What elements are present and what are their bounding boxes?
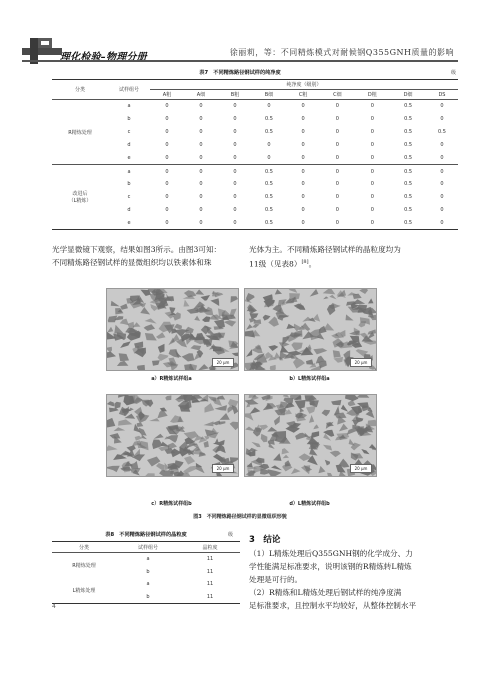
table7-cell: 0 — [370, 154, 374, 161]
table7-cell: 0.5 — [404, 141, 413, 148]
table7-col-header: DS — [426, 90, 458, 100]
table7-cell: 0 — [320, 165, 354, 178]
text-span: 。 — [308, 259, 317, 269]
table7-group-label: R精炼处理 — [68, 129, 92, 136]
table7-unit: 级 — [450, 70, 456, 76]
table7-cell: 0 — [335, 129, 339, 136]
journal-brand: 理化检验–物理分册 — [60, 52, 147, 63]
text-line: （2）R精炼和L精炼处理后钢试样的纯净度满 — [249, 588, 402, 597]
scale-bar: 20 μm — [350, 358, 372, 367]
table7-col-header: A粗 — [150, 90, 184, 100]
table7-cell: 0 — [301, 129, 305, 136]
table7-cell: 0 — [286, 165, 320, 178]
panel-caption-b: b）L精炼试样组a — [289, 376, 330, 382]
table7-cell: 0 — [354, 217, 390, 230]
table7-cell: 0 — [233, 103, 237, 110]
table7-cell: 0 — [267, 103, 271, 110]
table7-cell: 0.5 — [404, 103, 413, 110]
table7-col-header: D细 — [390, 90, 426, 100]
table7-cell: 0 — [150, 165, 184, 178]
table7-cell: 0 — [354, 165, 390, 178]
table7-cell: 0 — [301, 116, 305, 123]
table7-cell: 0.5 — [264, 194, 273, 201]
table7-cell: 0 — [370, 116, 374, 123]
table7-cell: 0 — [440, 154, 444, 161]
table7-cell: 0 — [199, 103, 203, 110]
scale-bar: 20 μm — [350, 464, 372, 473]
table7-sample-id: d — [127, 207, 131, 214]
micrograph-b — [244, 288, 377, 371]
table7-col-header: B粗 — [218, 90, 252, 100]
table7-col-header: D粗 — [354, 90, 390, 100]
micrograph-d — [244, 394, 377, 477]
table7-cell: 0.5 — [404, 181, 413, 188]
table7-cell: 0 — [440, 207, 444, 214]
table8-header: 分类 — [52, 542, 116, 553]
table7-header-group: 分类 — [52, 80, 108, 100]
micrograph-a — [106, 288, 239, 371]
table7-cell: 0 — [335, 154, 339, 161]
table7-cell: 0 — [301, 103, 305, 110]
table7-cell: 0.5 — [404, 129, 413, 136]
table7-cell: 0 — [199, 154, 203, 161]
table7-cell: 0 — [267, 141, 271, 148]
table7-cell: 0 — [165, 141, 169, 148]
table7-cell: 0.5 — [264, 129, 273, 136]
table7-cell: 0 — [199, 207, 203, 214]
table7-cell: 0 — [199, 116, 203, 123]
table7-sample-id: a — [108, 165, 150, 178]
table7-cell: 0 — [301, 181, 305, 188]
table7-cell: 0 — [320, 217, 354, 230]
table8-cell: 11 — [206, 581, 214, 588]
table7-caption: 表7 不同精炼路径钢试样的纯净度 — [199, 70, 281, 76]
table7-sample-id: b — [127, 181, 131, 188]
group-label-line: （L精炼） — [68, 198, 92, 205]
table7-cell: 0 — [335, 207, 339, 214]
text-line: 学性能满足标准要求，说明该钢的R精炼转L精炼 — [249, 562, 412, 571]
table7-col-header: C细 — [320, 90, 354, 100]
table7-cell: 0 — [199, 194, 203, 201]
table7-cell: 0 — [199, 129, 203, 136]
table8-group: L精炼处理 — [52, 578, 116, 604]
table7-sample-id: e — [108, 217, 150, 230]
table7-cell: 0 — [335, 194, 339, 201]
body-paragraph-left — [52, 243, 244, 269]
table7-cell: 0 — [335, 103, 339, 110]
table7-cell: 0 — [440, 116, 444, 123]
table7-col-header: A细 — [184, 90, 218, 100]
table7-cell: 0.5 — [404, 207, 413, 214]
table8-header: 晶粒度 — [180, 542, 240, 553]
section-heading: 3 结论 — [249, 535, 281, 545]
table7-cell: 0 — [370, 181, 374, 188]
text-line: 足标准要求，且控制水平均较好，从整体控制水平 — [249, 601, 417, 610]
table7-cell: 0 — [199, 181, 203, 188]
text-line — [249, 256, 459, 271]
table7-sample-id: c — [127, 194, 131, 201]
header-rule — [22, 60, 458, 62]
table7-cell: 0 — [286, 217, 320, 230]
table7-cell: 0 — [301, 154, 305, 161]
conclusion-paragraphs — [249, 547, 459, 612]
table7-cell: 0 — [165, 103, 169, 110]
table7-cell: 0 — [440, 141, 444, 148]
panel-caption-c: c）R精炼试样组b — [151, 501, 192, 507]
table7-sample-id: b — [127, 116, 131, 123]
table8-caption: 表8 不同精炼路径钢试样的晶粒度 — [105, 532, 187, 538]
table7-cell: 0 — [335, 141, 339, 148]
panel-caption-d: d）L精炼试样组b — [289, 501, 330, 507]
table7-sample-id: d — [127, 141, 131, 148]
table7-header-sample: 试样组号 — [108, 80, 150, 100]
table7-cell: 0.5 — [390, 165, 426, 178]
table7-cell: 0 — [165, 207, 169, 214]
text-line: 处理是可行的。 — [249, 575, 303, 584]
table7-cell: 0.5 — [404, 154, 413, 161]
text-line: 光学显微镜下观察，结果如图3所示。由图3可知： — [52, 245, 222, 254]
text-line: （1）L精炼处理后Q355GNH钢的化学成分、力 — [249, 549, 413, 558]
table7-cell: 0 — [233, 129, 237, 136]
table7-cell: 0 — [301, 141, 305, 148]
table8-unit: 级 — [228, 532, 234, 538]
table7-cell: 0 — [426, 217, 458, 230]
table7-cell: 0 — [370, 207, 374, 214]
table8-cell: a — [146, 581, 150, 588]
table7-cell: 0 — [184, 217, 218, 230]
figure3-caption: 图3 不同精炼路径钢试样的显微组织形貌 — [193, 514, 287, 520]
table7-cell: 0 — [267, 154, 271, 161]
table7-cell: 0.5 — [390, 217, 426, 230]
table7-sample-id: c — [127, 129, 131, 136]
scale-bar: 20 μm — [212, 464, 234, 473]
table7-cell: 0 — [218, 165, 252, 178]
table7-group-label — [52, 165, 108, 230]
table8-cell: 11 — [206, 568, 214, 575]
table7-cell: 0 — [440, 103, 444, 110]
table8-header: 试样组号 — [116, 542, 180, 553]
table7-cell: 0 — [370, 103, 374, 110]
table8-cell: a — [146, 556, 150, 563]
text-line: 不同精炼路径钢试样的显微组织均以铁素体和珠 — [52, 258, 212, 267]
table7-cell: 0 — [165, 194, 169, 201]
table7-cell: 0 — [301, 194, 305, 201]
table7-cell: 0 — [199, 141, 203, 148]
table8-cell: b — [116, 591, 180, 604]
table7 — [52, 79, 458, 230]
table7-cell: 0 — [233, 154, 237, 161]
table7-col-header: C粗 — [286, 90, 320, 100]
table7-cell: 0 — [165, 181, 169, 188]
body-paragraph-right — [249, 243, 459, 271]
page-number: 4 — [52, 603, 56, 610]
table7-cell: 0 — [440, 194, 444, 201]
table7-cell: 0.5 — [404, 194, 413, 201]
text-span: 11级（见表8） — [249, 259, 302, 269]
table7-cell: 0 — [233, 207, 237, 214]
table7-cell: 0 — [218, 217, 252, 230]
text-line: 光体为主。不同精炼路径钢试样的晶粒度均为 — [249, 245, 401, 254]
table7-cell: 0 — [440, 181, 444, 188]
table7-cell: 0.5 — [252, 217, 286, 230]
scale-bar: 20 μm — [212, 358, 234, 367]
table8-cell: 11 — [180, 591, 240, 604]
table7-cell: 0 — [165, 129, 169, 136]
table7-cell: 0 — [335, 181, 339, 188]
table7-cell: 0 — [335, 116, 339, 123]
running-title: 徐丽莉，等：不同精炼模式对耐候钢Q355GNH质量的影响 — [229, 48, 454, 57]
table7-header-purity: 纯净度（级别） — [150, 80, 458, 90]
table7-col-header: B细 — [252, 90, 286, 100]
table8-cell: 11 — [206, 556, 214, 563]
table7-cell: 0.5 — [264, 116, 273, 123]
table7-cell: 0 — [233, 141, 237, 148]
table7-cell: 0 — [370, 194, 374, 201]
table8-cell: b — [146, 568, 150, 575]
table7-cell: 0 — [370, 129, 374, 136]
table7-cell: 0.5 — [252, 165, 286, 178]
table7-cell: 0 — [426, 165, 458, 178]
table7-cell: 0 — [184, 165, 218, 178]
table7-sample-id: e — [127, 154, 131, 161]
table7-cell: 0.5 — [437, 129, 446, 136]
table7-cell: 0.5 — [264, 181, 273, 188]
table7-cell: 0.5 — [264, 207, 273, 214]
table7-cell: 0 — [233, 194, 237, 201]
group-label-line: 改进后 — [72, 191, 88, 198]
table7-cell: 0 — [150, 217, 184, 230]
micrograph-c — [106, 394, 239, 477]
table7-cell: 0 — [165, 116, 169, 123]
table8-group: R精炼处理 — [72, 563, 96, 569]
table7-cell: 0 — [165, 154, 169, 161]
citation-ref: [8] — [301, 259, 309, 265]
panel-caption-a: a）R精炼试样组a — [151, 376, 192, 382]
table7-cell: 0.5 — [404, 116, 413, 123]
table8 — [52, 541, 240, 604]
table7-sample-id: a — [127, 103, 131, 110]
table7-cell: 0 — [233, 181, 237, 188]
table7-cell: 0 — [370, 141, 374, 148]
table7-cell: 0 — [233, 116, 237, 123]
table7-cell: 0 — [301, 207, 305, 214]
